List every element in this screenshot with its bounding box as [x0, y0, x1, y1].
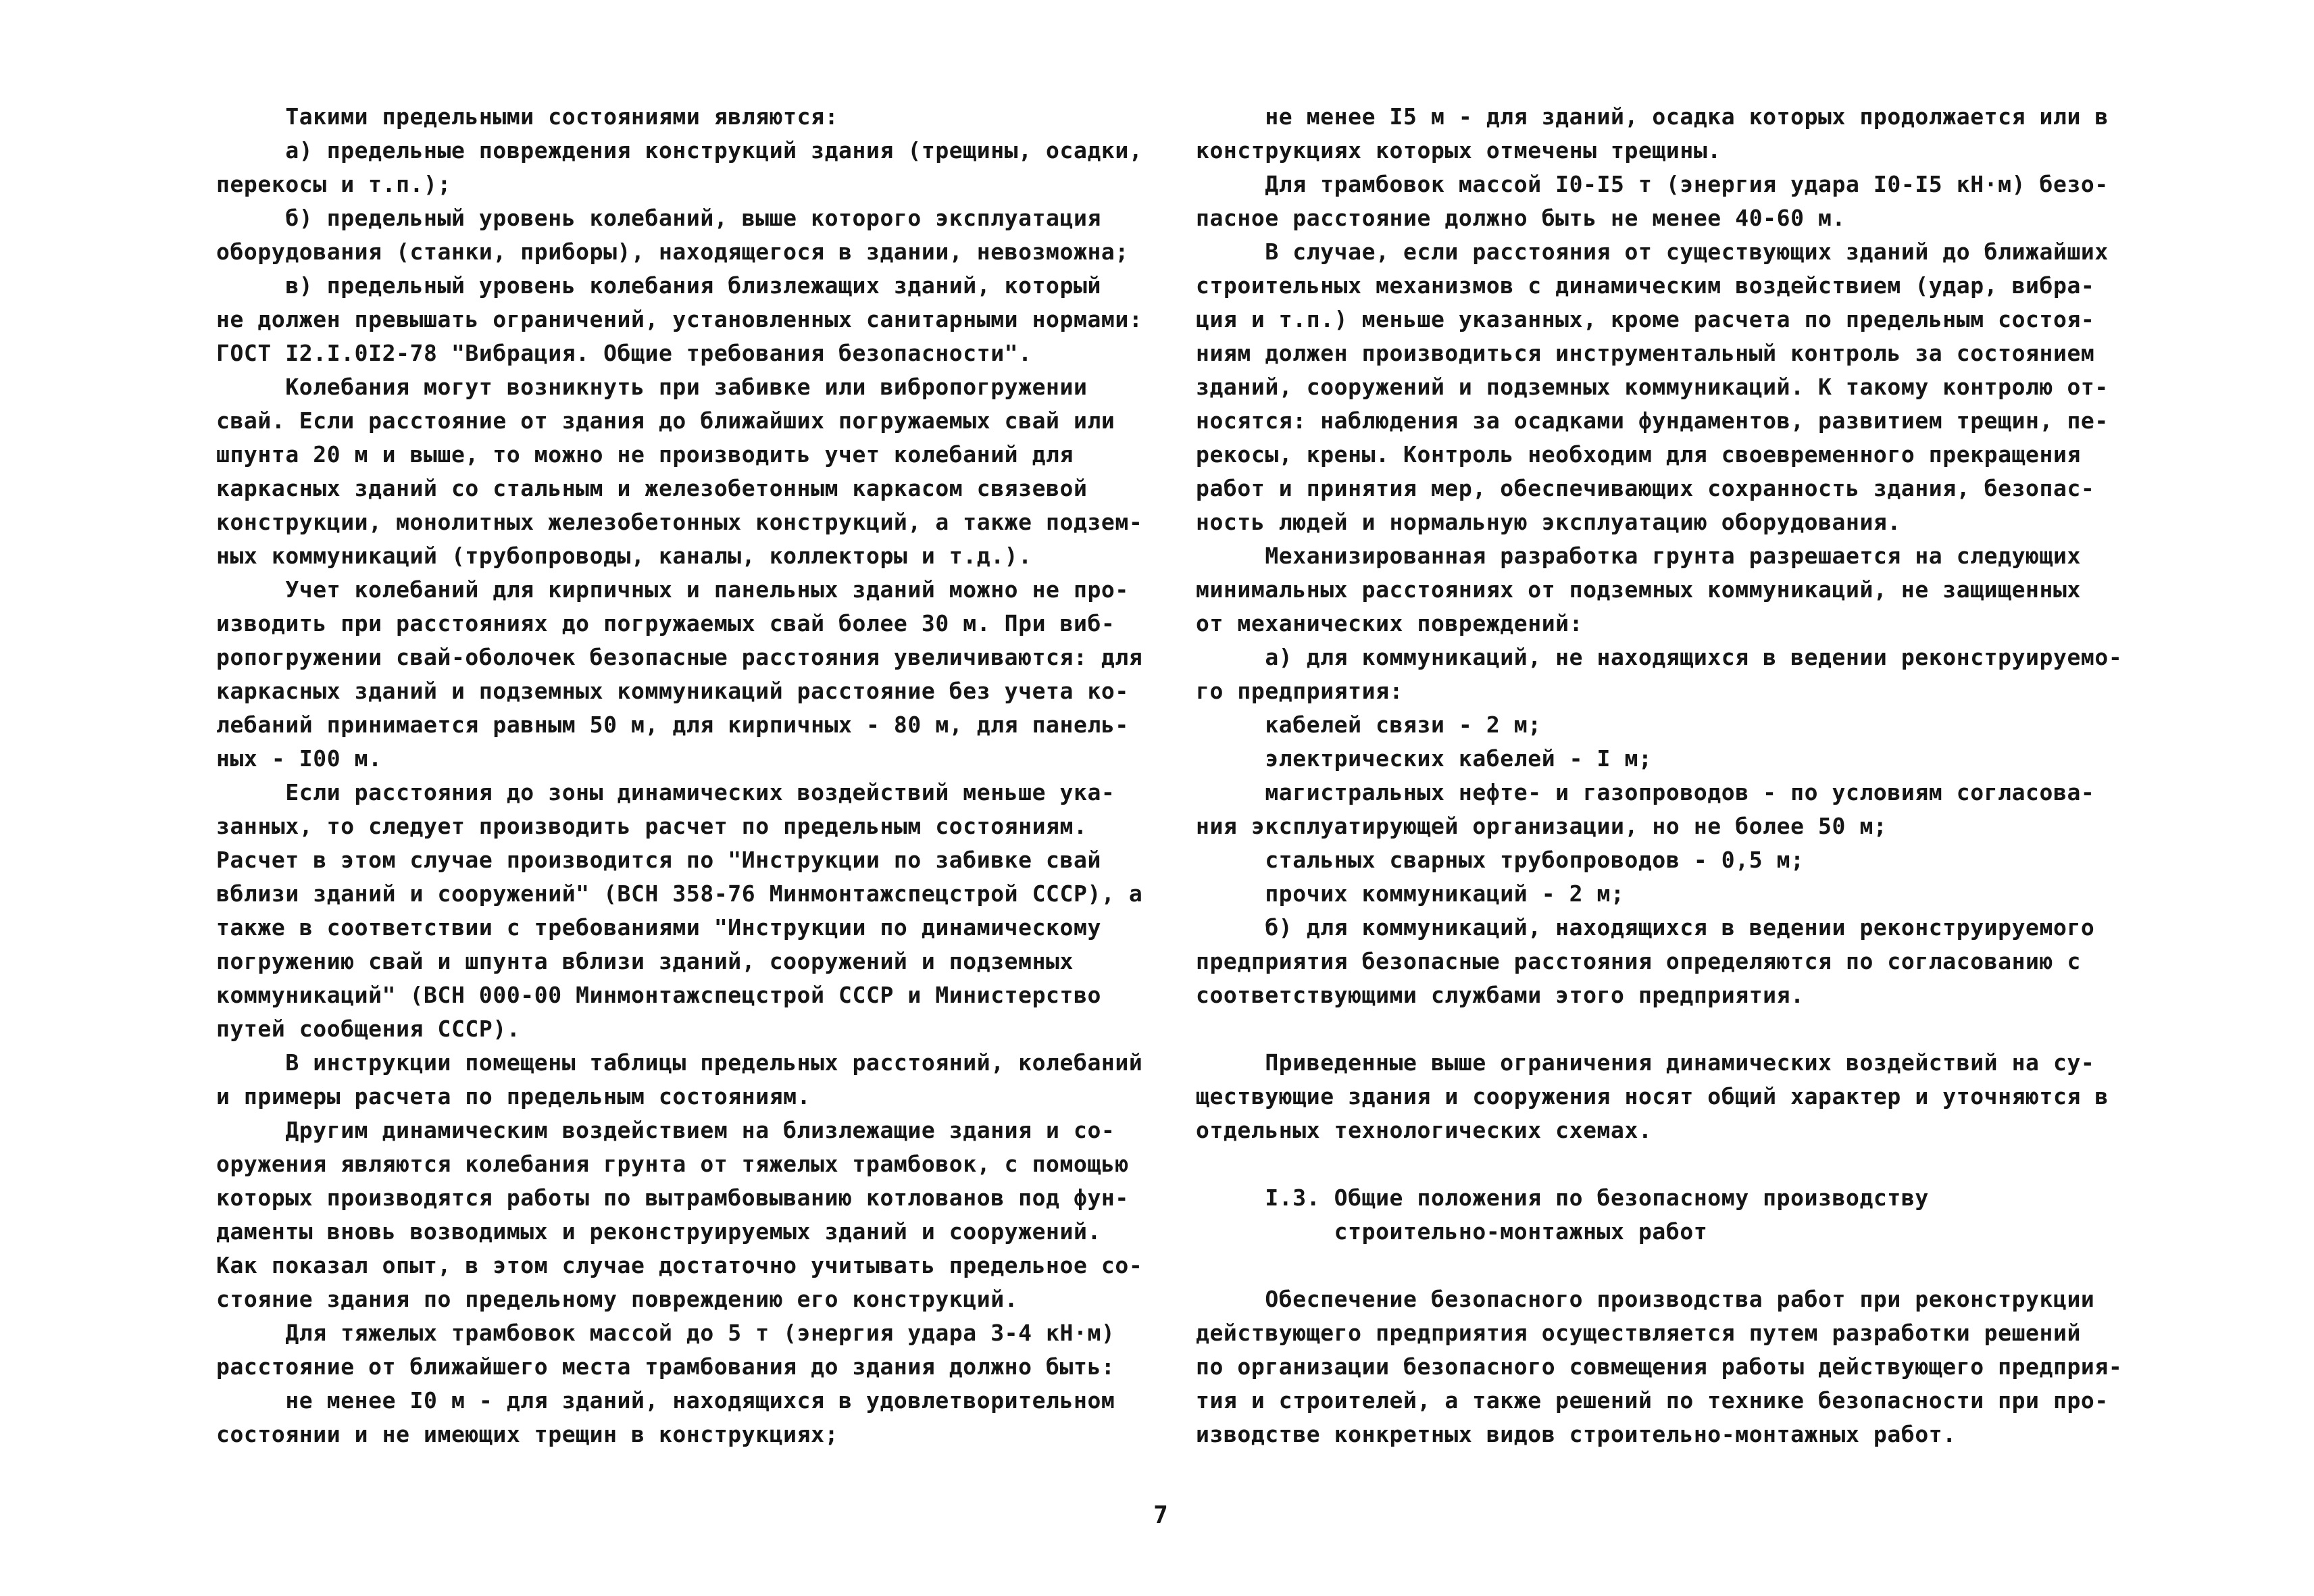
text-line: носятся: наблюдения за осадками фундаментов, развитием трещин, пе-: [1196, 407, 2109, 434]
text-line: не менее I5 м - для зданий, осадка которых продолжается или в: [1196, 103, 2109, 130]
text-line: каркасных зданий со стальным и железобетонным каркасом связевой: [216, 475, 1088, 501]
text-line: строительных механизмов с динамическим воздействием (удар, вибра-: [1196, 272, 2095, 299]
text-line: Учет колебаний для кирпичных и панельных зданий можно не про-: [216, 576, 1129, 603]
text-line: минимальных расстояниях от подземных коммуникаций, не защищенных: [1196, 576, 2081, 603]
text-line: соответствующими службами этого предприятия.: [1196, 982, 1805, 1008]
text-line: оружения являются колебания грунта от тяжелых трамбовок, с помощью: [216, 1151, 1129, 1177]
text-line: не менее I0 м - для зданий, находящихся в удовлетворительном: [216, 1387, 1115, 1414]
text-line: зданий, сооружений и подземных коммуникаций. К такому контролю от-: [1196, 374, 2109, 400]
text-line: даменты вновь возводимых и реконструируемых зданий и сооружений.: [216, 1218, 1101, 1245]
text-line: также в соответствии с требованиями "Инструкции по динамическому: [216, 914, 1101, 941]
text-line: работ и принятия мер, обеспечивающих сохранность здания, безопас-: [1196, 475, 2095, 501]
text-line: перекосы и т.п.);: [216, 171, 451, 197]
text-line: конструкции, монолитных железобетонных конструкций, а также подзем-: [216, 509, 1143, 535]
text-line: а) предельные повреждения конструкций здания (трещины, осадки,: [216, 137, 1143, 164]
text-line: Обеспечение безопасного производства работ при реконструкции: [1196, 1286, 2095, 1312]
text-line: занных, то следует производить расчет по предельным состояниям.: [216, 813, 1088, 839]
text-line: Приведенные выше ограничения динамических воздействий на су-: [1196, 1049, 2095, 1076]
text-line: ных коммуникаций (трубопроводы, каналы, коллекторы и т.д.).: [216, 543, 1032, 569]
text-line: магистральных нефте- и газопроводов - по условиям согласова-: [1196, 779, 2095, 805]
text-line: изводить при расстояниях до погружаемых свай более 30 м. При виб-: [216, 610, 1115, 637]
text-line: не должен превышать ограничений, установленных санитарными нормами:: [216, 306, 1143, 332]
text-line: путей сообщения СССР).: [216, 1016, 521, 1042]
text-line: Как показал опыт, в этом случае достаточно учитывать предельное со-: [216, 1252, 1143, 1278]
text-line: от механических повреждений:: [1196, 610, 1584, 637]
text-line: ных - I00 м.: [216, 745, 382, 772]
text-line: вблизи зданий и сооружений" (ВСН 358-76 Минмонтажспецстрой СССР), а: [216, 880, 1143, 907]
text-line: и примеры расчета по предельным состояниям.: [216, 1083, 811, 1109]
text-line: электрических кабелей - I м;: [1196, 745, 1653, 772]
text-line: ществующие здания и сооружения носят общий характер и уточняются в: [1196, 1083, 2109, 1109]
text-line: [1196, 1147, 2128, 1181]
text-line: по организации безопасного совмещения работы действующего предприя-: [1196, 1353, 2123, 1380]
text-line: пасное расстояние должно быть не менее 40-60 м.: [1196, 205, 1846, 231]
text-line: а) для коммуникаций, не находящихся в ведении реконструируемо-: [1196, 644, 2123, 670]
text-line: коммуникаций" (ВСН 000-00 Минмонтажспецстрой СССР и Министерство: [216, 982, 1101, 1008]
text-line: ниям должен производиться инструментальный контроль за состоянием: [1196, 340, 2095, 366]
text-line: состоянии и не имеющих трещин в конструкциях;: [216, 1421, 839, 1447]
text-line: лебаний принимается равным 50 м, для кирпичных - 80 м, для панель-: [216, 712, 1129, 738]
text-line: которых производятся работы по вытрамбовыванию котлованов под фун-: [216, 1184, 1129, 1211]
text-line: Колебания могут возникнуть при забивке или вибропогружении: [216, 374, 1088, 400]
text-line: каркасных зданий и подземных коммуникаций расстояние без учета ко-: [216, 678, 1129, 704]
text-line: стояние здания по предельному повреждению его конструкций.: [216, 1286, 1019, 1312]
text-line: строительно-монтажных работ: [1196, 1218, 1708, 1245]
page-number: 7: [1153, 1501, 1168, 1529]
text-line: В инструкции помещены таблицы предельных расстояний, колебаний: [216, 1049, 1143, 1076]
text-line: Такими предельными состояниями являются:: [216, 103, 839, 130]
text-line: В случае, если расстояния от существующих зданий до ближайших: [1196, 239, 2109, 265]
text-line: стальных сварных трубопроводов - 0,5 м;: [1196, 847, 1805, 873]
text-line: оборудования (станки, приборы), находящегося в здании, невозможна;: [216, 239, 1129, 265]
text-line: шпунта 20 м и выше, то можно не производить учет колебаний для: [216, 441, 1074, 468]
text-line: [1196, 1012, 2128, 1046]
text-line: Расчет в этом случае производится по "Инструкции по забивке свай: [216, 847, 1101, 873]
right-text-column: [1196, 100, 2128, 1451]
text-line: конструкциях которых отмечены трещины.: [1196, 137, 1721, 164]
text-line: действующего предприятия осуществляется путем разработки решений: [1196, 1320, 2081, 1346]
text-line: прочих коммуникаций - 2 м;: [1196, 880, 1625, 907]
text-line: отдельных технологических схемах.: [1196, 1117, 1653, 1143]
text-line: Для тяжелых трамбовок массой до 5 т (энергия удара 3-4 кН·м): [216, 1320, 1115, 1346]
text-line: рекосы, крены. Контроль необходим для своевременного прекращения: [1196, 441, 2081, 468]
text-line: предприятия безопасные расстояния определяются по согласованию с: [1196, 948, 2081, 974]
text-line: Для трамбовок массой I0-I5 т (энергия удара I0-I5 кН·м) безо-: [1196, 171, 2109, 197]
text-line: Другим динамическим воздействием на близлежащие здания и со-: [216, 1117, 1115, 1143]
text-line: ность людей и нормальную эксплуатацию оборудования.: [1196, 509, 1901, 535]
text-line: ГОСТ I2.I.0I2-78 "Вибрация. Общие требования безопасности".: [216, 340, 1032, 366]
text-line: I.3. Общие положения по безопасному производству: [1196, 1184, 1929, 1211]
text-line: ния эксплуатирующей организации, но не более 50 м;: [1196, 813, 1888, 839]
text-line: ция и т.п.) меньше указанных, кроме расчета по предельным состоя-: [1196, 306, 2095, 332]
left-text-column: [216, 100, 1155, 1451]
text-line: погружению свай и шпунта вблизи зданий, сооружений и подземных: [216, 948, 1074, 974]
text-line: тия и строителей, а также решений по технике безопасности при про-: [1196, 1387, 2109, 1414]
text-line: кабелей связи - 2 м;: [1196, 712, 1542, 738]
text-line: изводстве конкретных видов строительно-монтажных работ.: [1196, 1421, 1957, 1447]
text-line: в) предельный уровень колебания близлежащих зданий, который: [216, 272, 1101, 299]
text-line: ропогружении свай-оболочек безопасные расстояния увеличиваются: для: [216, 644, 1143, 670]
text-line: Механизированная разработка грунта разрешается на следующих: [1196, 543, 2081, 569]
text-line: го предприятия:: [1196, 678, 1404, 704]
text-line: б) для коммуникаций, находящихся в ведении реконструируемого: [1196, 914, 2095, 941]
text-line: Если расстояния до зоны динамических воздействий меньше ука-: [216, 779, 1115, 805]
text-line: расстояние от ближайшего места трамбования до здания должно быть:: [216, 1353, 1115, 1380]
text-line: [1196, 1249, 2128, 1282]
text-line: свай. Если расстояние от здания до ближайших погружаемых свай или: [216, 407, 1115, 434]
text-line: б) предельный уровень колебаний, выше которого эксплуатация: [216, 205, 1101, 231]
